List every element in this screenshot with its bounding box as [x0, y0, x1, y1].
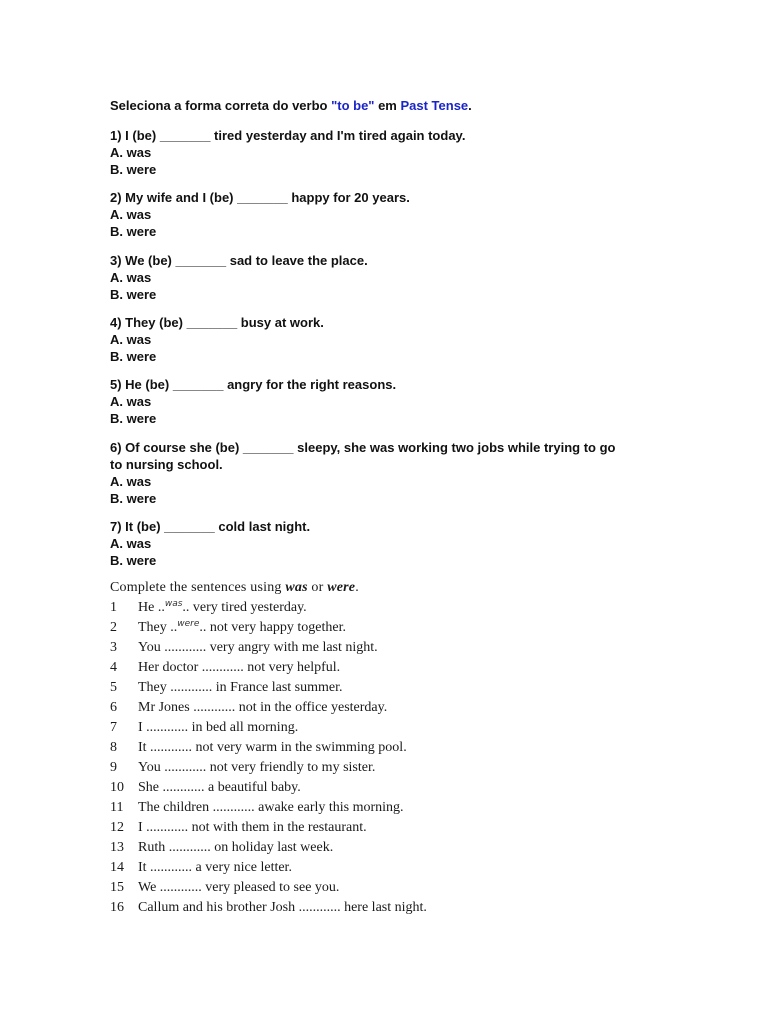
exercise-title-suffix: . [355, 580, 359, 595]
item-number: 6 [110, 700, 117, 715]
item-number: 13 [110, 840, 124, 855]
option-a: A. was [110, 394, 152, 409]
exercise-item [110, 858, 580, 878]
option-b: B. were [110, 491, 157, 506]
item-number: 10 [110, 780, 124, 795]
item-number: 5 [110, 680, 117, 695]
option-a: A. was [110, 474, 152, 489]
exercise-item [110, 838, 580, 858]
option-b: B. were [110, 349, 157, 364]
question-text: 5) He (be) _______ angry for the right reasons. [110, 377, 397, 392]
exercise-title-prefix: Complete the sentences using [110, 580, 286, 595]
instructions-prefix: Seleciona a forma correta do verbo [110, 98, 332, 113]
item-text-after: .. not very happy together. [199, 620, 346, 635]
question-text: 1) I (be) _______ tired yesterday and I'm tired again today. [110, 128, 466, 143]
exercise-item [110, 618, 580, 638]
handwritten-answer: was [164, 599, 183, 609]
exercise-item [110, 638, 580, 658]
item-number: 2 [110, 620, 117, 635]
exercise-item [110, 718, 580, 738]
option-a: A. was [110, 332, 152, 347]
question-text: 7) It (be) _______ cold last night. [110, 519, 311, 534]
item-text: She ............ a beautiful baby. [138, 780, 301, 795]
question-2 [110, 189, 670, 240]
item-number: 9 [110, 760, 117, 775]
option-a: A. was [110, 207, 152, 222]
item-text: It ............ a very nice letter. [138, 860, 292, 875]
item-text: They ............ in France last summer. [138, 680, 343, 695]
item-text: Callum and his brother Josh ............ here last night. [138, 900, 427, 915]
exercise-item [110, 758, 580, 778]
verb-highlight: "to be" [331, 98, 375, 113]
instructions-middle: em [374, 98, 401, 113]
item-text: You ............ very angry with me last night. [138, 640, 378, 655]
item-number: 12 [110, 820, 124, 835]
exercise-item [110, 878, 580, 898]
exercise-title-or: or [307, 580, 328, 595]
handwritten-answer: were [177, 619, 200, 629]
option-a: A. was [110, 270, 152, 285]
item-number: 7 [110, 720, 117, 735]
question-text: 3) We (be) _______ sad to leave the place. [110, 253, 368, 268]
option-a: A. was [110, 145, 152, 160]
option-b: B. were [110, 553, 157, 568]
item-text: It ............ not very warm in the swimming pool. [138, 740, 407, 755]
exercise-title-were: were [327, 580, 356, 595]
item-text-before: They .. [138, 620, 178, 635]
exercise-item [110, 898, 580, 918]
option-b: B. were [110, 411, 157, 426]
item-text: I ............ not with them in the restaurant. [138, 820, 367, 835]
option-b: B. were [110, 162, 157, 177]
item-text: You ............ not very friendly to my sister. [138, 760, 376, 775]
exercise-title [110, 578, 580, 598]
item-text: Her doctor ............ not very helpful. [138, 660, 341, 675]
tense-highlight: Past Tense [400, 98, 469, 113]
option-b: B. were [110, 224, 157, 239]
exercise-item [110, 778, 580, 798]
item-number: 16 [110, 900, 124, 915]
question-text: 4) They (be) _______ busy at work. [110, 315, 324, 330]
item-number: 4 [110, 660, 117, 675]
exercise-item [110, 798, 580, 818]
item-text: The children ............ awake early this morning. [138, 800, 404, 815]
exercise-item [110, 738, 580, 758]
question-3 [110, 252, 670, 303]
exercise-item [110, 678, 580, 698]
option-b: B. were [110, 287, 157, 302]
item-text: We ............ very pleased to see you. [138, 880, 340, 895]
item-text-after: .. very tired yesterday. [182, 600, 307, 615]
option-a: A. was [110, 536, 152, 551]
item-number: 1 [110, 600, 117, 615]
question-text: 2) My wife and I (be) _______ happy for 20 years. [110, 190, 410, 205]
item-text: Ruth ............ on holiday last week. [138, 840, 334, 855]
question-5 [110, 376, 670, 427]
item-number: 8 [110, 740, 117, 755]
item-number: 11 [110, 800, 124, 815]
item-text: Mr Jones ............ not in the office yesterday. [138, 700, 388, 715]
item-number: 14 [110, 860, 124, 875]
question-text: 6) Of course she (be) _______ sleepy, she was working two jobs while trying to go to nursing school. [110, 440, 616, 472]
exercise-item [110, 818, 580, 838]
exercise-item [110, 658, 580, 678]
exercise-section [110, 578, 580, 918]
exercise-title-was: was [285, 580, 308, 595]
exercise-item [110, 698, 580, 718]
item-number: 15 [110, 880, 124, 895]
question-6 [110, 439, 630, 507]
item-number: 3 [110, 640, 117, 655]
exercise-item [110, 598, 580, 618]
question-7 [110, 518, 670, 569]
question-4 [110, 314, 670, 365]
question-1 [110, 127, 670, 178]
instructions-suffix: . [468, 98, 472, 113]
item-text-before: He .. [138, 600, 165, 615]
item-text: I ............ in bed all morning. [138, 720, 299, 735]
instructions [110, 98, 472, 113]
